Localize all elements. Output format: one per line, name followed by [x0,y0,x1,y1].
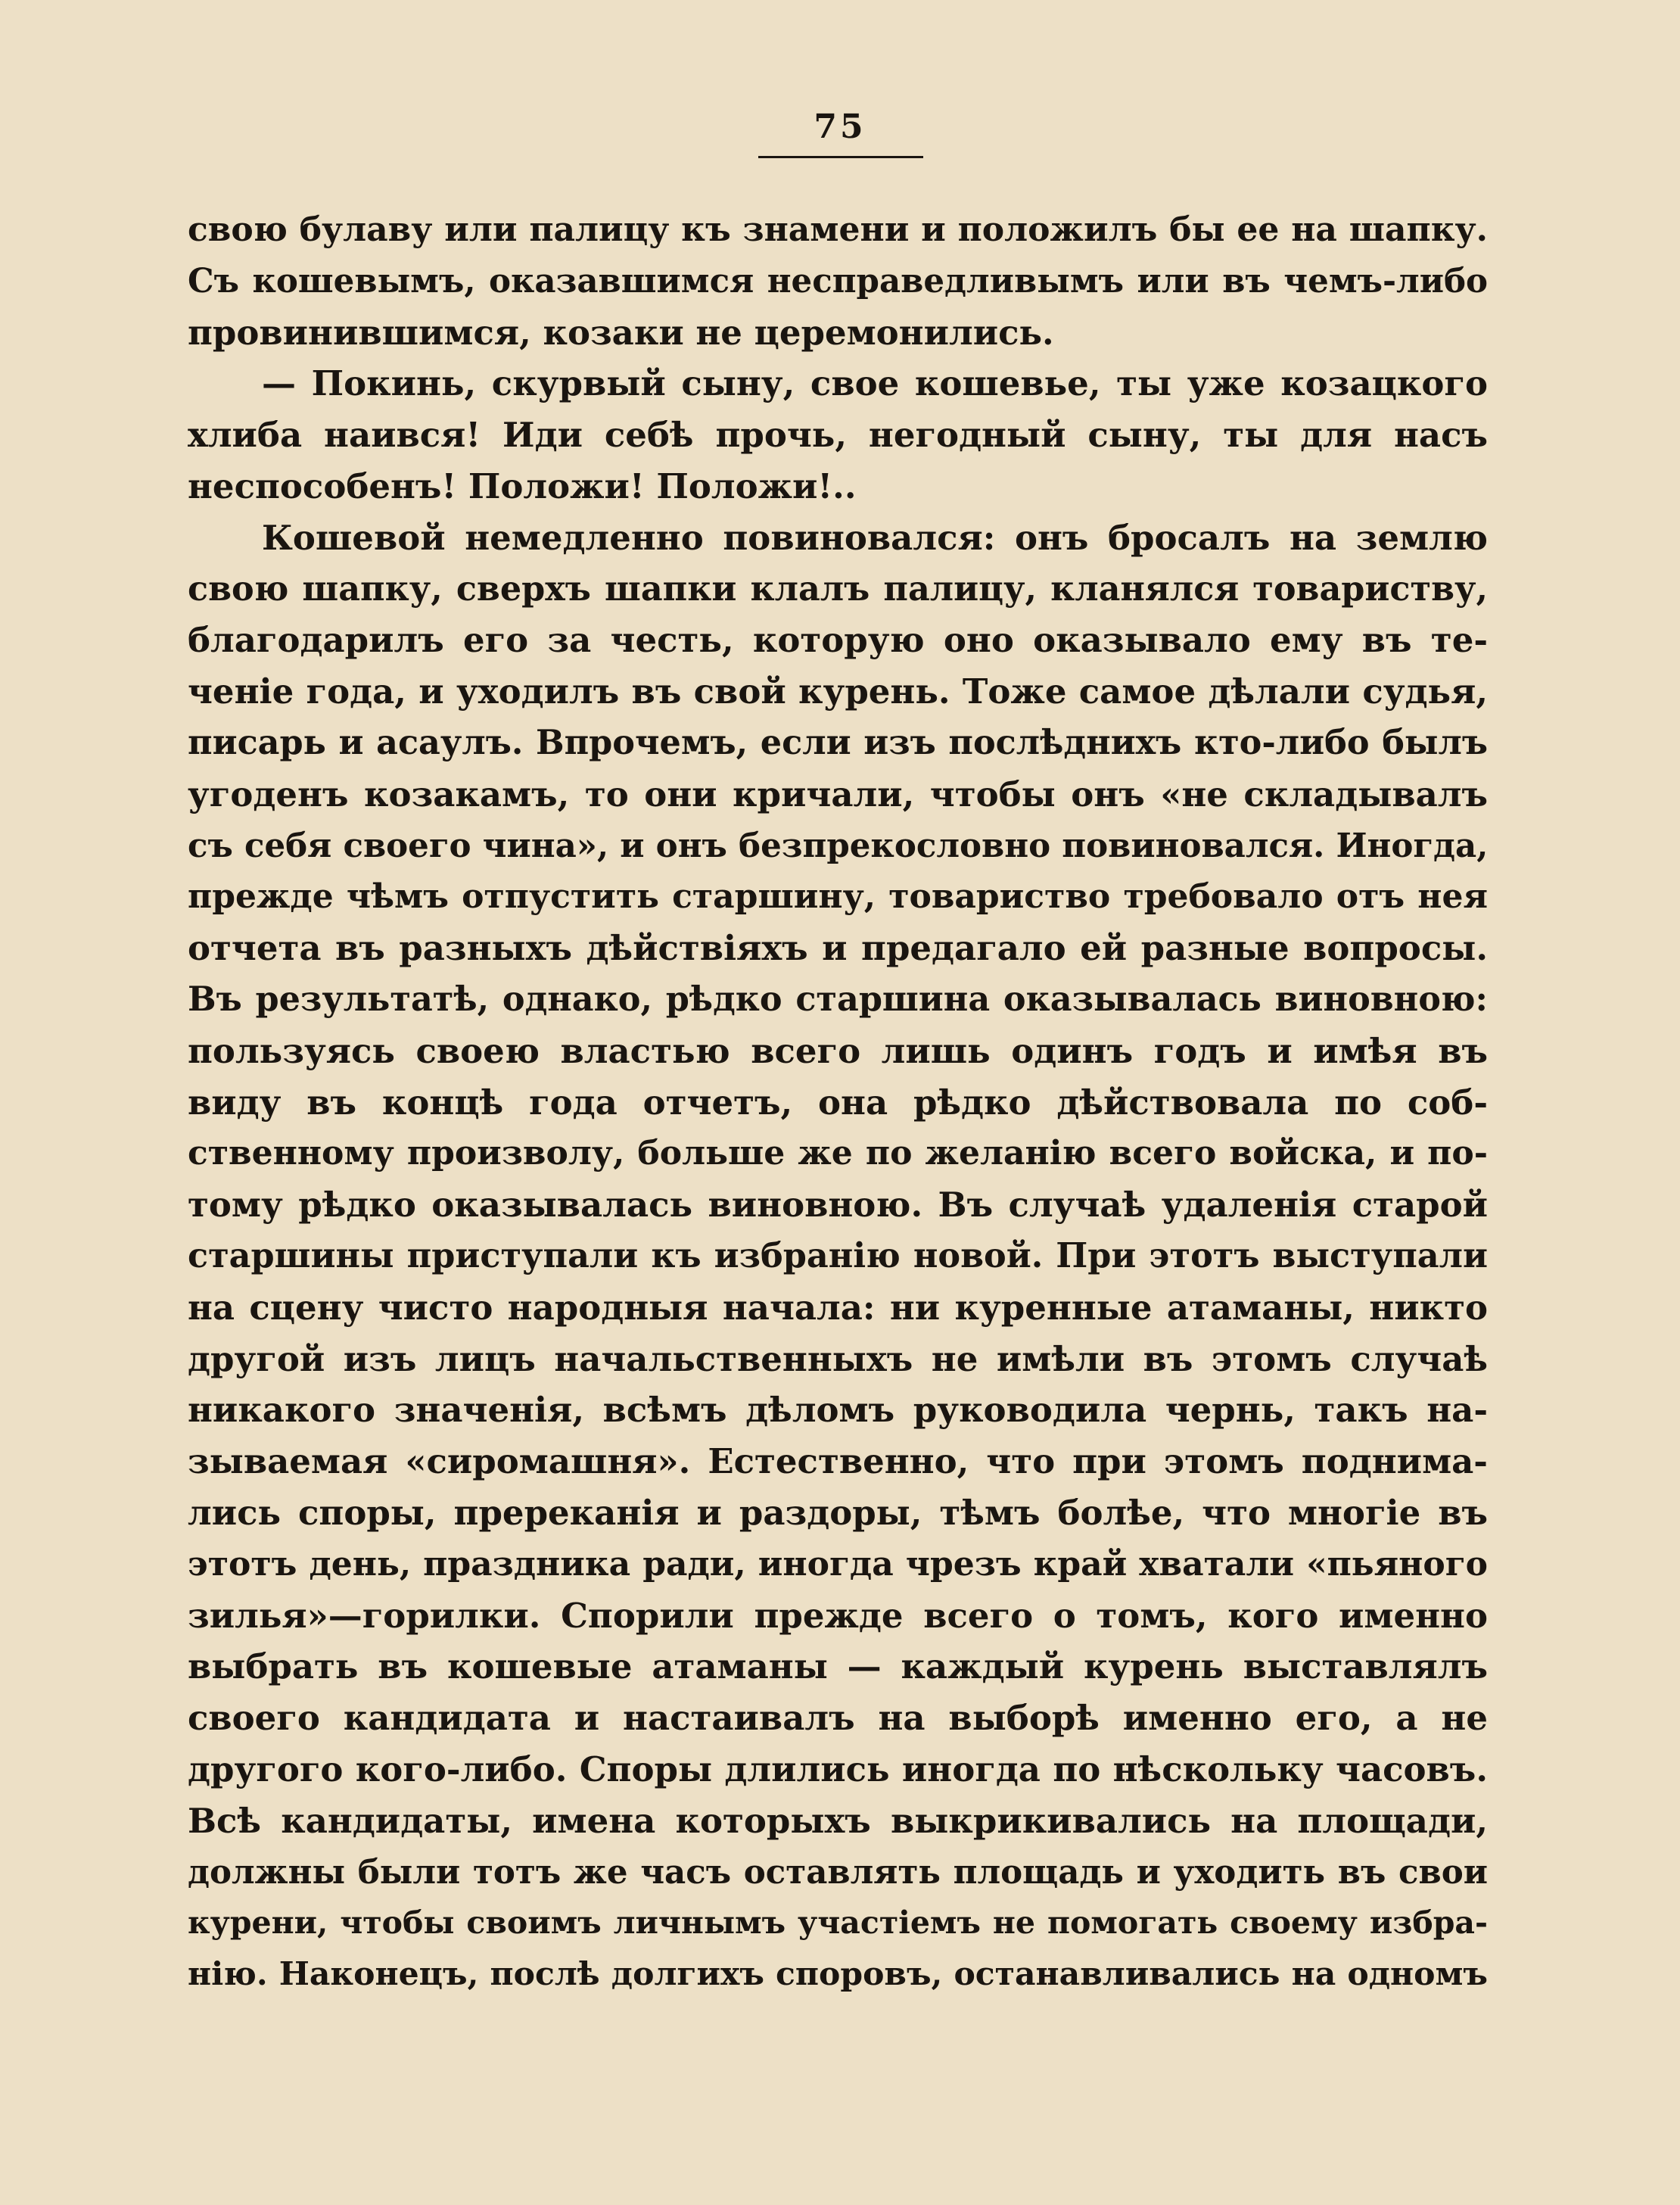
text-line: писарь и асаулъ. Впрочемъ, если изъ послѣднихъ кто-либо былъ [188,722,1488,762]
text-line: ственному произволу, больше же по желанію всего войска, и по- [188,1134,1488,1173]
text-line: провинившимся, козаки не церемонились. [188,312,1054,353]
text-line: нію. Наконецъ, послѣ долгихъ споровъ, останавливались на одномъ [188,1955,1488,1994]
page-number: 75 [814,107,866,146]
text-line: угоденъ козакамъ, то они кричали, чтобы онъ «не складывалъ [188,774,1488,814]
text-line: благодарилъ его за честь, которую оно оказывало ему въ те- [188,620,1488,661]
text-line: на сцену чисто народныя начала: ни куренные атаманы, никто [188,1287,1488,1328]
text-line: Въ результатѣ, однако, рѣдко старшина оказывалась виновною: [188,979,1488,1019]
text-line: ченіе года, и уходилъ въ свой курень. Тоже самое дѣлали судья, [188,671,1488,712]
text-line: Кошевой немедленно повиновался: онъ бросалъ на землю [262,517,1488,558]
text-line: другой изъ лицъ начальственныхъ не имѣли въ этомъ случаѣ [188,1338,1488,1379]
text-line: зилья»—горилки. Спорили прежде всего о томъ, кого именно [188,1595,1488,1636]
text-line: свою булаву или палицу къ знамени и положилъ бы ее на шапку. [188,210,1488,249]
text-line: своего кандидата и настаивалъ на выборѣ именно его, а не [188,1698,1488,1739]
text-line: тому рѣдко оказывалась виновною. Въ случаѣ удаленія старой [188,1185,1488,1226]
text-line: прежде чѣмъ отпустить старшину, товариство требовало отъ нея [188,877,1488,917]
page-number-header [757,104,923,150]
text-line: — Покинь, скурвый сыну, свое кошевье, ты уже козацкого [262,363,1488,404]
text-line: этотъ день, праздника ради, иногда чрезъ край хватали «пьяного [188,1544,1488,1584]
text-line: выбрать въ кошевые атаманы — каждый курень выставлялъ [188,1646,1488,1687]
text-line: старшины приступали къ избранію новой. При этотъ выступали [188,1235,1488,1275]
text-line: пользуясь своею властью всего лишь одинъ годъ и имѣя въ [188,1030,1488,1071]
text-line: никакого значенія, всѣмъ дѣломъ руководила чернь, такъ на- [188,1390,1488,1431]
text-line: хлиба наився! Иди себѣ прочь, негодный сыну, ты для насъ [188,415,1488,456]
text-line: лись споры, пререканія и раздоры, тѣмъ болѣе, что многіе въ [188,1492,1488,1533]
text-line: отчета въ разныхъ дѣйствіяхъ и предагало ей разные вопросы. [188,928,1488,969]
text-line: зываемая «сиромашня». Естественно, что при этомъ поднима- [188,1441,1488,1482]
text-line: Всѣ кандидаты, имена которыхъ выкрикивались на площади, [188,1800,1488,1841]
text-line: другого кого-либо. Споры длились иногда по нѣскольку часовъ. [188,1749,1488,1789]
text-line: свою шапку, сверхъ шапки клалъ палицу, кланялся товариству, [188,568,1488,609]
header-rule [758,156,923,158]
body-text [188,204,1488,2001]
text-line: съ себя своего чина», и онъ безпрекословно повиновался. Иногда, [188,826,1488,865]
text-line: неспособенъ! Положи! Положи!.. [188,466,857,506]
text-line: курени, чтобы своимъ личнымъ участіемъ не помогать своему избра- [188,1904,1488,1942]
text-line: Съ кошевымъ, оказавшимся несправедливымъ или въ чемъ-либо [188,261,1488,301]
text-line: должны были тотъ же часъ оставлять площадь и уходить въ свои [188,1852,1488,1892]
text-line: виду въ концѣ года отчетъ, она рѣдко дѣйствовала по соб- [188,1082,1488,1123]
